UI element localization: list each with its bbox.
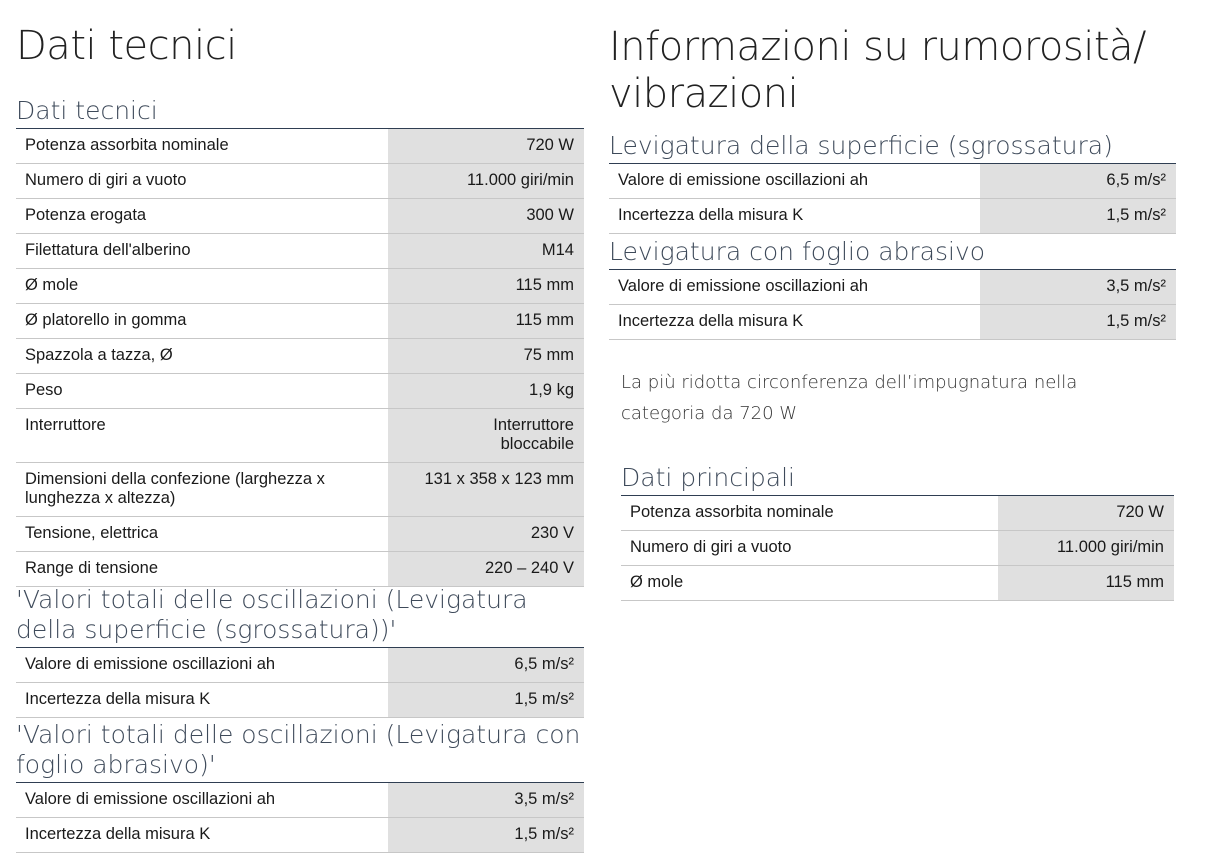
table-row xyxy=(609,270,1176,305)
spec-label: Numero di giri a vuoto xyxy=(621,531,998,566)
spec-value: 6,5 m/s² xyxy=(388,648,584,683)
table-row xyxy=(621,531,1174,566)
spec-label: Valore di emissione oscillazioni ah xyxy=(16,783,388,818)
spec-value: 115 mm xyxy=(998,566,1174,601)
table-row xyxy=(16,463,584,517)
table-row xyxy=(16,164,584,199)
spec-value: 11.000 giri/min xyxy=(388,164,584,199)
spec-value: 115 mm xyxy=(388,269,584,304)
spec-value: 230 V xyxy=(388,517,584,552)
spec-label: Dimensioni della confezione (larghezza x lunghezza x altezza) xyxy=(16,463,388,517)
spec-label: Spazzola a tazza, Ø xyxy=(16,339,388,374)
sgrossatura-section xyxy=(609,131,1176,234)
spec-value: 115 mm xyxy=(388,304,584,339)
spec-label: Potenza assorbita nominale xyxy=(16,129,388,164)
foglio-abrasivo-table xyxy=(609,269,1176,340)
spec-value: 75 mm xyxy=(388,339,584,374)
oscillation-foglio-table xyxy=(16,782,584,853)
spec-value: 1,5 m/s² xyxy=(980,199,1176,234)
oscillation-foglio-section xyxy=(16,720,584,853)
spec-value: 1,5 m/s² xyxy=(388,683,584,718)
spec-label: Incertezza della misura K xyxy=(16,818,388,853)
table-row xyxy=(16,304,584,339)
table-row xyxy=(16,269,584,304)
table-row xyxy=(16,783,584,818)
spec-value: 6,5 m/s² xyxy=(980,164,1176,199)
table-row xyxy=(16,409,584,463)
spec-label: Ø mole xyxy=(621,566,998,601)
table-row xyxy=(621,496,1174,531)
table-row xyxy=(16,683,584,718)
table-row xyxy=(609,164,1176,199)
oscillation-foglio-heading: 'Valori totali delle oscillazioni (Levigatura con foglio abrasivo)' xyxy=(16,720,581,779)
spec-label: Peso xyxy=(16,374,388,409)
tech-data-section xyxy=(16,96,584,587)
spec-label: Interruttore xyxy=(16,409,388,463)
page-title-tech: Dati tecnici xyxy=(16,23,237,69)
tech-data-table xyxy=(16,128,584,587)
spec-value: M14 xyxy=(388,234,584,269)
spec-value: 131 x 358 x 123 mm xyxy=(388,463,584,517)
spec-label: Filettatura dell'alberino xyxy=(16,234,388,269)
spec-label: Ø platorello in gomma xyxy=(16,304,388,339)
spec-label: Range di tensione xyxy=(16,552,388,587)
spec-value: 1,5 m/s² xyxy=(388,818,584,853)
table-row xyxy=(16,648,584,683)
table-row xyxy=(16,517,584,552)
main-data-heading: Dati principali xyxy=(621,463,795,492)
table-row xyxy=(609,305,1176,340)
table-row xyxy=(621,566,1174,601)
tech-data-heading: Dati tecnici xyxy=(16,96,158,125)
spec-label: Potenza assorbita nominale xyxy=(621,496,998,531)
spec-value: 11.000 giri/min xyxy=(998,531,1174,566)
spec-label: Numero di giri a vuoto xyxy=(16,164,388,199)
oscillation-sgrossatura-section xyxy=(16,585,584,718)
spec-label: Tensione, elettrica xyxy=(16,517,388,552)
table-row xyxy=(16,199,584,234)
foglio-abrasivo-section xyxy=(609,237,1176,340)
sgrossatura-heading: Levigatura della superficie (sgrossatura) xyxy=(609,131,1113,160)
spec-value: 720 W xyxy=(998,496,1174,531)
foglio-abrasivo-heading: Levigatura con foglio abrasivo xyxy=(609,237,986,266)
spec-label: Valore di emissione oscillazioni ah xyxy=(609,164,980,199)
oscillation-sgrossatura-heading: 'Valori totali delle oscillazioni (Levigatura della superficie (sgrossatura))' xyxy=(16,585,528,644)
main-data-section xyxy=(621,463,1174,601)
page-title-noise: Informazioni su rumorosità/ vibrazioni xyxy=(609,24,1146,117)
spec-value: 220 – 240 V xyxy=(388,552,584,587)
oscillation-sgrossatura-table xyxy=(16,647,584,718)
spec-label: Incertezza della misura K xyxy=(609,305,980,340)
spec-label: Valore di emissione oscillazioni ah xyxy=(16,648,388,683)
spec-value: 1,5 m/s² xyxy=(980,305,1176,340)
spec-value: 3,5 m/s² xyxy=(980,270,1176,305)
spec-value: 3,5 m/s² xyxy=(388,783,584,818)
table-row xyxy=(16,129,584,164)
spec-label: Ø mole xyxy=(16,269,388,304)
sgrossatura-table xyxy=(609,163,1176,234)
spec-label: Valore di emissione oscillazioni ah xyxy=(609,270,980,305)
grip-description: La più ridotta circonferenza dell’impugnatura nella categoria da 720 W xyxy=(621,372,1078,424)
table-row xyxy=(16,374,584,409)
spec-value: 300 W xyxy=(388,199,584,234)
main-data-table xyxy=(621,495,1174,601)
spec-value: 720 W xyxy=(388,129,584,164)
table-row xyxy=(609,199,1176,234)
spec-label: Incertezza della misura K xyxy=(16,683,388,718)
spec-label: Potenza erogata xyxy=(16,199,388,234)
table-row xyxy=(16,234,584,269)
spec-value: 1,9 kg xyxy=(388,374,584,409)
table-row xyxy=(16,339,584,374)
spec-value: Interruttore bloccabile xyxy=(388,409,584,463)
spec-label: Incertezza della misura K xyxy=(609,199,980,234)
table-row xyxy=(16,818,584,853)
table-row xyxy=(16,552,584,587)
